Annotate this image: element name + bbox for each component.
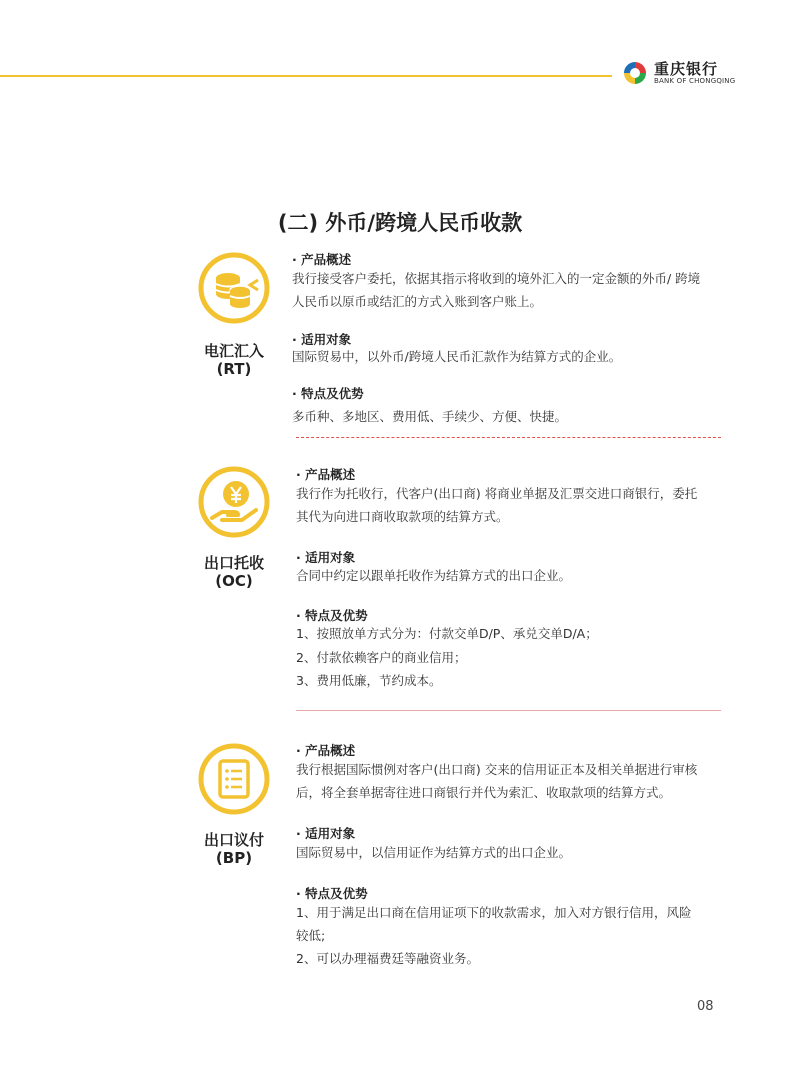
bank-logo-icon: [622, 60, 648, 86]
product-name-bp: 出口议付 (BP): [203, 831, 264, 867]
overview-text-line: 我行接受客户委托，依据其指示将收到的境外汇入的一定金额的外币/ 跨境: [292, 271, 701, 286]
product-name-rt: 电汇汇入 (RT): [203, 342, 264, 378]
overview-heading: · 产品概述: [296, 743, 356, 758]
features-text-line: 3、费用低廉，节约成本。: [296, 673, 442, 688]
yen-hand-icon: [198, 466, 270, 538]
product-name-oc: 出口托收 (OC): [203, 554, 264, 590]
bank-name-en: BANK OF CHONGQING: [654, 77, 736, 85]
section-divider: [296, 710, 721, 711]
features-heading: · 特点及优势: [296, 608, 368, 623]
features-heading: · 特点及优势: [296, 886, 368, 901]
section-divider: [296, 437, 721, 438]
header-rule: [0, 75, 612, 77]
target-heading: · 适用对象: [296, 550, 356, 565]
target-text-line: 国际贸易中，以外币/跨境人民币汇款作为结算方式的企业。: [292, 349, 622, 364]
target-heading: · 适用对象: [296, 826, 356, 841]
features-heading: · 特点及优势: [292, 386, 364, 401]
features-text-line: 1、按照放单方式分为：付款交单D/P、承兑交单D/A；: [296, 626, 598, 641]
overview-heading: · 产品概述: [292, 252, 352, 267]
page-number: 08: [697, 999, 714, 1014]
features-text-line: 1、用于满足出口商在信用证项下的收款需求，加入对方银行信用，风险: [296, 905, 692, 920]
overview-text-line: 后，将全套单据寄往进口商银行并代为索汇、收取款项的结算方式。: [296, 785, 672, 800]
overview-heading: · 产品概述: [296, 467, 356, 482]
target-text-line: 合同中约定以跟单托收作为结算方式的出口企业。: [296, 568, 572, 583]
overview-text-line: 人民币以原币或结汇的方式入账到客户账上。: [292, 294, 543, 309]
target-text-line: 国际贸易中，以信用证作为结算方式的出口企业。: [296, 845, 572, 860]
overview-text-line: 我行作为托收行，代客户(出口商) 将商业单据及汇票交进口商银行，委托: [296, 486, 698, 501]
overview-text-line: 其代为向进口商收取款项的结算方式。: [296, 509, 509, 524]
features-text-line: 较低;: [296, 928, 326, 943]
bank-logo: [622, 58, 782, 90]
target-heading: · 适用对象: [292, 332, 352, 347]
features-text-line: 2、付款依赖客户的商业信用；: [296, 650, 467, 665]
features-text-line: 2、可以办理福费廷等融资业务。: [296, 951, 479, 966]
section-title: (二) 外币/跨境人民币收款: [277, 211, 523, 235]
overview-text-line: 我行根据国际惯例对客户(出口商) 交来的信用证正本及相关单据进行审核: [296, 762, 698, 777]
features-text-line: 多币种、多地区、费用低、手续少、方便、快捷。: [292, 409, 568, 424]
bank-name-cn: 重庆银行: [654, 60, 719, 78]
coins-arrow-icon: [198, 252, 270, 324]
document-list-icon: [198, 743, 270, 815]
